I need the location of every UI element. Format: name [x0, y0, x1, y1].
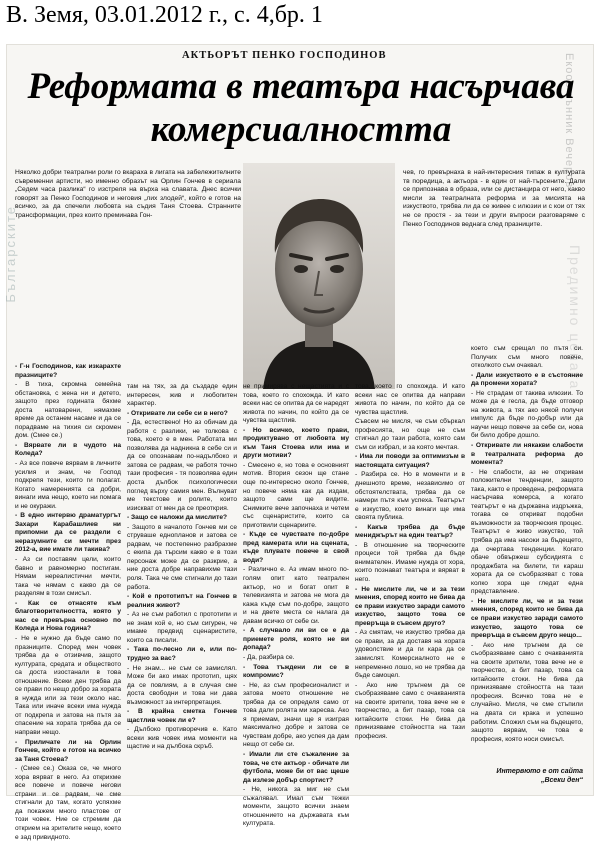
column-paragraph: - Ако ние тръгнем да се съобразяваме само с очакванията на своите зрители, това вече не е творчество, а бит пазар, това са китайските стоки. Не бива да принизяваме стойността на тази професия. — [355, 681, 465, 740]
column-paragraph: - (Смее се.) Оказа се, че много хора вярват в него. Аз открихме все повече и повече негови страни и се радвам, че сме стигнали до там, когато успяхме да покажем много пластове от този човек. Ние се стремим да открием на зрителите нещо, което е зад привидното. — [15, 765, 121, 841]
article-column-3 — [243, 383, 349, 830]
column-paragraph: - Да, разбира се. — [243, 653, 295, 661]
column-paragraph: - Вярвате ли в чудото на Коледа? — [15, 441, 121, 458]
column-paragraph: - Защо се наложи да мислите? — [127, 514, 228, 522]
column-paragraph: - Какъв трябва да бъде мениджърът на един театър? — [355, 523, 465, 540]
column-paragraph: не примирява с нещастията и с това, което го спохожда. И като всеки нас се опитва да се наредят живота по начин, по който да се чувства щастлив. — [243, 383, 349, 425]
neighbor-article-side-text-mid: Предимно цената — [567, 245, 583, 391]
column-paragraph: - Аз не съм работил с прототипи и не знам кой е, но съм сигурен, че имаме предвид сценаристите, които са писали. — [127, 611, 237, 644]
article-column-5 — [471, 345, 583, 745]
column-paragraph: това, което го спохожда. И като всеки нас се опитва да направи живота по начин, по който да се чувства щастлив. — [355, 383, 465, 416]
column-paragraph: - Не страдам от такива илюзии. То може да е гесла, да бъде отговор на живота, а тях ако някой получи импулс да бъде по-добър или да научи нещо повече за себе си, нова би било добре дошло. — [471, 389, 583, 440]
column-paragraph: - Аз си поставям цели, които бавно и равномерно постигам. Нямам нереалистични мечти, така че нямам с какво да се разделям в този смисъл. — [15, 556, 121, 598]
column-paragraph: - Но всичко, което прави, продиктувано от любовта му към Таня Стоева или има и други мотиви? — [243, 426, 349, 460]
column-paragraph: Съвсем не мисля, че съм сбъркал професията, но още не съм стигнал до тази работа, която сам съм си избрал, и за която мечтая. — [355, 418, 465, 451]
column-paragraph: - А случвало ли ви се е да приемете роля, която не ви допада? — [243, 627, 349, 652]
column-paragraph: - Не слабости, аз не откривам положителни тенденции, защото така, както е проведена, реформата насърчава комерса, а когато театърът е на държавна издръжка, тогава се откриват подобни възможности за творческия процес. Театърът е живо изкуство, той трябва да има насоки за бъдещето, да очертава тенденции. Когато обаче обвържеш субсидията с продажбата на билети, ти караш хората да се съобразяват с това колко хора ще гледат една представление. — [471, 468, 583, 596]
column-paragraph: - Имали ли сте съжаление за това, че сте актьор - обичате ли футбола, може би от вас щеше да излезе добър спортист? — [243, 750, 349, 784]
newspaper-citation: В. Земя, 03.01.2012 г., с. 4,бр. 1 — [6, 2, 323, 28]
column-paragraph: - Да, естествено! Но аз обичам да работя с разлики, не толкова с това, което е в мен. Работата ми позволява да надникна в себе си и да се опознавам по-надълбоко и затова се радвам, че работя точно тази професия - тя позволява един доста дълбок психологически поглед върху самия мен. Вълнуват ме текстове и ролите, които изискват от мен да се преоткрия. — [127, 419, 237, 512]
column-paragraph: - Разбира се. Но в моменти и в днешното време, независимо от обстоятелствата, трябва да се намери пътя към успеха. Театърът е изкуство, което винаги ще има своята публика. — [355, 471, 465, 522]
article-intro-left: Няколко добри театрални роли го вкараха в лигата на забележителните съвременни артисти, но именно образът на Орлин Гончев в сериала „Седем часа разлика“ го изстреля на върха на славата. Днес всички говорят за Пенко Господинов и неговия „лих злодей“, който е готов на всичко, за да спечели любовта на съдия Таня Стоева. Странните трансформации, през които преминава Гон- — [15, 169, 241, 219]
column-paragraph: - В крайна сметка Гончев щастлив човек ли е? — [127, 708, 237, 724]
column-paragraph: - Ако ние тръгнем да се съобразяваме само с очакванията на своите зрители, това вече не е творчество, а бит пазар, това са китайските стоки. Не бива да принизяваме стойността на тази професия. Всичко това не е случайно. Мисля, че сме стъпили на двата си крака и успешно работим. Сложил съм на бъдещето, защото вярвам, че това е професия, която носи смисъл. — [471, 641, 583, 743]
column-paragraph: - Г-н Господинов, как изкарахте празниците? — [15, 363, 121, 379]
actor-portrait-photo — [243, 163, 395, 389]
neighbor-article-side-text: Българските — [3, 205, 18, 303]
newspaper-clipping — [3, 44, 594, 841]
column-paragraph: - В едно интервю драматургът Захари Карабашлиев ни припомни да се раздели с неразумните си мечти през 2012-а, вие имате ли такива? — [15, 512, 121, 554]
article-column-4 — [355, 383, 465, 742]
column-paragraph: - Така по-лесно ли е, или по-трудно за вас? — [127, 646, 237, 662]
article-headline: Реформата в театъра насърчава комерсиалността — [27, 66, 575, 150]
column-paragraph: там на тях, за да създаде един интересен, жив и любопитен характер. — [127, 383, 237, 408]
column-paragraph: - Не знам... не съм се замислял. Може би ако имах прототип, щях да се повлиям, а в случая сме доста свободни и това ни дава възможност за интерпретация. — [127, 664, 237, 706]
interview-credit: Интервюто е от сайта „Всеки ден“ — [496, 768, 583, 784]
column-paragraph: - Защото в началото Гончев ми се струваше еднопланов и затова се радвам, че постепенно разбрахме с екипа да търсим какво е в този персонаж може да се разкрие, а ние доста добре направихме тази роля. Така че сме стигнали до тази работа. — [127, 523, 237, 591]
article-column-1 — [15, 363, 121, 843]
column-paragraph: - Къде се чувствате по-добре пред камерата или на сцената, къде плувате повече в свой води? — [243, 531, 349, 564]
neighbor-article-side-text-top: Екооо сънник Вечеров — [563, 53, 575, 189]
column-paragraph: - Откривате ли себе си в него? — [127, 409, 228, 417]
column-paragraph: - Аз смятам, че изкуство трябва да се прави, за да доставя на хората удоволствие и да ги кара да се замислят. Комерсиалното не е непременно лошо, но не трябва да бъде самоцел. — [355, 629, 465, 680]
column-paragraph: - Аз все повече вярвам в личните усилия и знам, че Господ подкрепя тези, които ги полагат. Когато намеренията са добри, винаги има нещо, което ни помага и не окуражи. — [15, 460, 121, 510]
column-paragraph: - Различно е. Аз имам много по-голям опит като театрален актьор, но и богат опит в телевизията и затова не мога да кажа къде съм по-добре, защото и на двете места се налага да давам всичко от себе си. — [243, 566, 349, 625]
column-paragraph: - Не е нужно да бъде само по празниците. Според мен човек трябва да е отзивчив, защото културата, средата и обществото са доста изостанали в това отношение. Всеки ден трябва да се прави по нещо добро за хората в нужда или за тези около нас. Така или иначе всеки има нужда от подкрепа и затова на пътя за спасение на хората трябва да се направи нещо. — [15, 634, 121, 736]
column-paragraph: - Дълбоко противоречив е. Като всеки жив човек има моменти на щастие и на дълбока скръб. — [127, 726, 237, 751]
column-paragraph: - Кой е прототипът на Гончев в реалния живот? — [127, 593, 237, 609]
article-overline: АКТЬОРЪТ ПЕНКО ГОСПОДИНОВ — [182, 50, 387, 61]
column-paragraph: - Това тъждени ли се в компромис? — [243, 663, 349, 680]
column-paragraph: - Приличате ли на Орлин Гончев, който е готов на всичко за Таня Стоева? — [15, 738, 121, 763]
column-paragraph: - Не, аз съм професионалист и затова моето отношение не трябва да се определя само от това дали ролята ми харесва. Ако я приемам, значи ще я изиграя максимално добре и затова се чувствам добре, ако успея да дам нещо от себе си. — [243, 681, 349, 749]
column-paragraph: - Как се отнасяте към благотворителността, която у нас се превърна основно по Коледа и Нова година? — [15, 599, 121, 633]
column-paragraph: - В отношение на творческите процеси той трябва да бъде внимателен. Имаме нужда от хора, които познават театъра и вярват в него. — [355, 541, 465, 584]
column-paragraph: - Дали изкуството е в състояние да промени хората? — [471, 371, 583, 388]
column-paragraph: което съм срещал по пътя си. Получих съм много повече, отколкото съм очаквал. — [471, 345, 583, 370]
column-paragraph: - Не, никога за миг не съм съжалявал. Имал съм тежки моменти, защото всички знаем отношението на държавата към културата. — [243, 786, 349, 828]
portrait-illustration — [243, 163, 395, 389]
column-paragraph: - Не мислите ли, че и за тези мнения, според които не бива да се прави изкуство заради самото изкуство, защото това се превръща в съвсем друго? — [355, 585, 465, 627]
column-paragraph: - Смесено е, но това е основният мотив. Втория сезон ще стане още по-интересно около Гончев, но повече няма как да издам, защото сами ще видите. Снимките вече започнаха и четем със сценаристите, които са приготвили сценариите. — [243, 461, 349, 529]
column-paragraph: - Не мислите ли, че и за тези мнения, според които не бива да се прави изкуство заради самото изкуство, защото това се превръща в съвсем друго нещо... — [471, 597, 583, 640]
column-paragraph: - В тиха, скромна семейна обстановка, с жена ни и детето, защото през годината бяхме доста натоварени, нямахме време да останем насаме и да се порадваме на тихия си скромен дом. (Смее се.) — [15, 381, 121, 440]
column-paragraph: - Откривате ли някакви слабости в театралната реформа до момента? — [471, 442, 583, 467]
column-paragraph: - Има ли поводи за оптимизъм в настоящата ситуация? — [355, 453, 465, 469]
article-intro-right: чев, го превърнаха в най-интересния типаж в културата тв поредица, а актьора - в един от най-търсените. Дали се припознава в образа, или се дистанцира от него, какво мисли за театралната реформа и за мисията на изкуството, трябва ли да се живее с илюзии и с кои от тях не се простя - за тези и други въпроси разговаряме с Пенко Господинов веднага след празниците. — [403, 169, 585, 228]
article-column-2 — [127, 383, 237, 753]
